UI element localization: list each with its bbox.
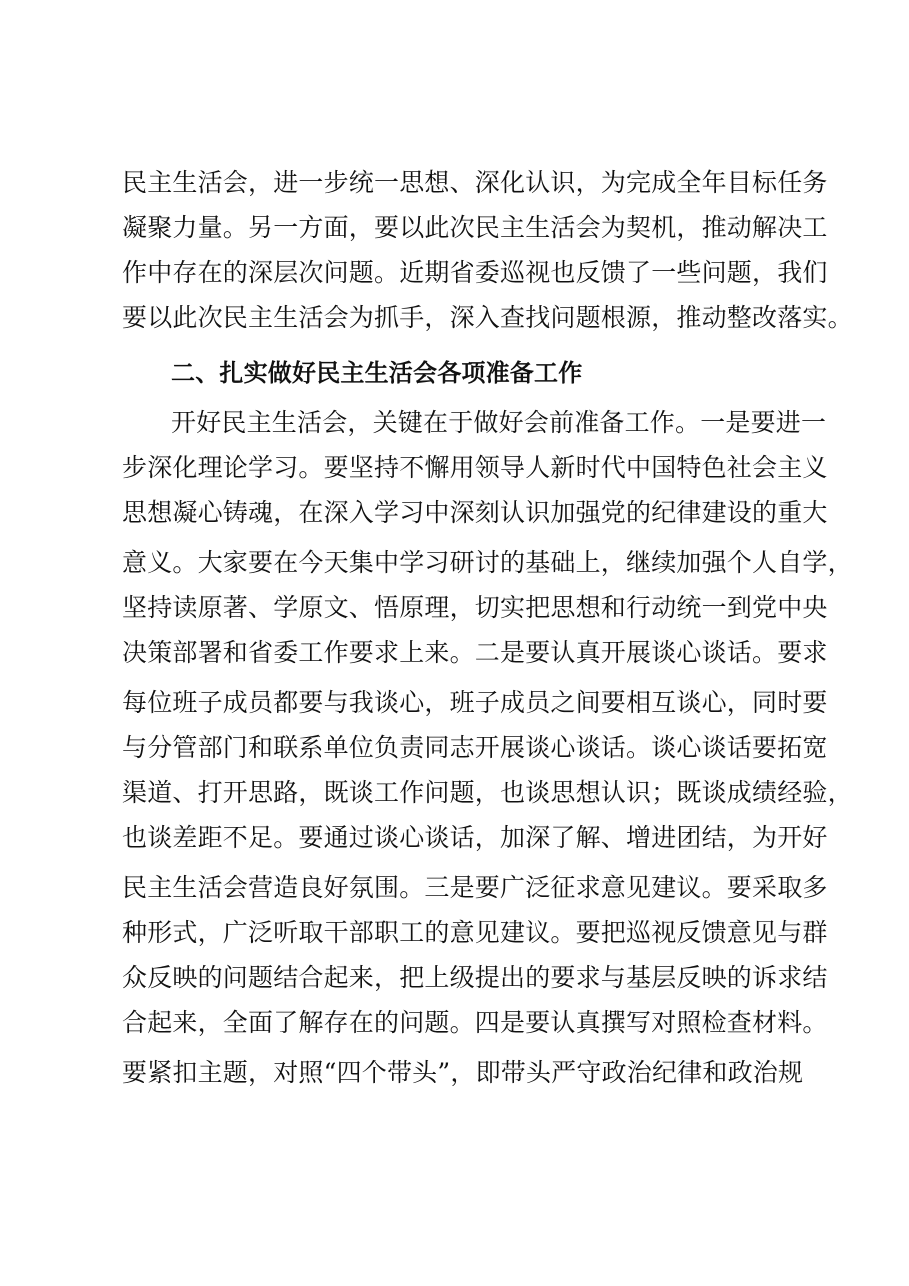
body-text-line: 也谈差距不足。要通过谈心谈话，加深了解、增进团结，为开好 (122, 823, 828, 852)
body-text-line: 与分管部门和联系单位负责同志开展谈心谈话。谈心谈话要拓宽 (122, 733, 828, 762)
body-text-line: 意义。大家要在今天集中学习研讨的基础上，继续加强个人自学， (122, 548, 853, 577)
body-text-line: 作中存在的深层次问题。近期省委巡视也反馈了一些问题，我们 (122, 258, 828, 287)
paragraph-first-line: 开好民主生活会，关键在于做好会前准备工作。一是要进一 (171, 408, 827, 437)
body-text-line: 渠道、打开思路，既谈工作问题，也谈思想认识；既谈成绩经验， (122, 778, 853, 807)
body-text-line: 众反映的问题结合起来，把上级提出的要求与基层反映的诉求结 (122, 963, 828, 992)
body-text-line: 合起来，全面了解存在的问题。四是要认真撰写对照检查材料。 (122, 1008, 828, 1037)
body-text-line: 坚持读原著、学原文、悟原理，切实把思想和行动统一到党中央 (122, 593, 828, 622)
body-text-line: 每位班子成员都要与我谈心，班子成员之间要相互谈心，同时要 (122, 688, 828, 717)
body-text-line: 要紧扣主题，对照“四个带头”，即带头严守政治纪律和政治规 (122, 1058, 804, 1087)
body-text-line: 步深化理论学习。要坚持不懈用领导人新时代中国特色社会主义 (122, 453, 828, 482)
body-text-line: 思想凝心铸魂，在深入学习中深刻认识加强党的纪律建设的重大 (122, 498, 828, 527)
body-text-line: 民主生活会营造良好氛围。三是要广泛征求意见建议。要采取多 (122, 873, 828, 902)
body-text-line: 决策部署和省委工作要求上来。二是要认真开展谈心谈话。要求 (122, 638, 828, 667)
body-text-line: 凝聚力量。另一方面，要以此次民主生活会为契机，推动解决工 (122, 213, 828, 242)
body-text-line: 民主生活会，进一步统一思想、深化认识，为完成全年目标任务 (122, 168, 828, 197)
section-heading: 二、扎实做好民主生活会各项准备工作 (171, 359, 583, 387)
body-text-line: 种形式，广泛听取干部职工的意见建议。要把巡视反馈意见与群 (122, 918, 828, 947)
body-text-line: 要以此次民主生活会为抓手，深入查找问题根源，推动整改落实。 (122, 303, 853, 332)
